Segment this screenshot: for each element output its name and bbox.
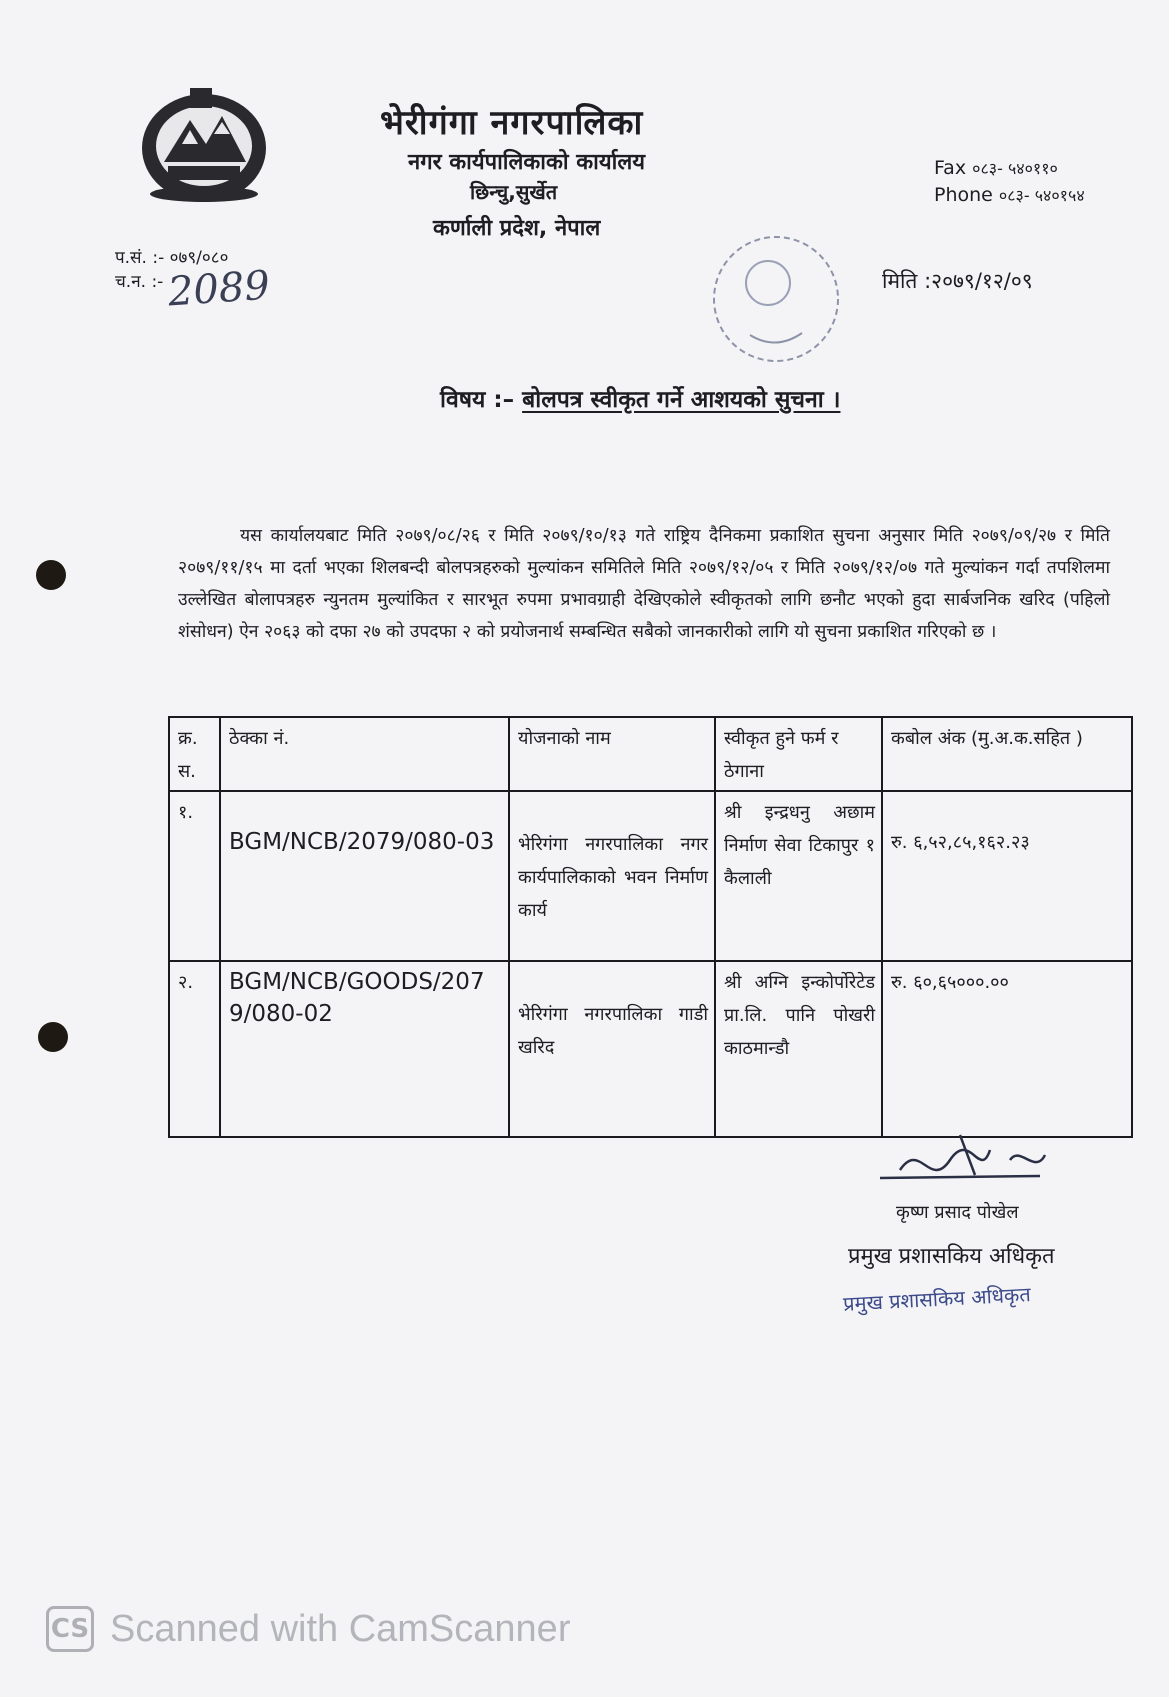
row-firm: श्री अग्नि इन्कोर्पोरेटेड प्रा.लि. पानि पोखरी काठमान्डौ bbox=[715, 961, 882, 1137]
letter-date: मिति :२०७९/१२/०९ bbox=[882, 269, 1033, 293]
subject-text: बोलपत्र स्वीकृत गर्ने आशयको सुचना । bbox=[522, 387, 841, 413]
ch-label: च.न. :- bbox=[115, 272, 164, 292]
camscanner-logo-icon: CS bbox=[46, 1606, 94, 1652]
header-contract-no: ठेक्का नं. bbox=[220, 717, 509, 791]
nepal-emblem-logo bbox=[130, 82, 278, 207]
row-scheme-name: भेरिगंगा नगरपालिका नगर कार्यपालिकाको भवन निर्माण कार्य bbox=[509, 791, 715, 961]
phone-line bbox=[934, 182, 1085, 209]
camscanner-watermark bbox=[46, 1606, 570, 1652]
row-contract-no: BGM/NCB/GOODS/2079/080-02 bbox=[220, 961, 509, 1137]
punch-hole bbox=[36, 560, 66, 590]
row-amount: रु. ६,५२,८५,१६२.२३ bbox=[882, 791, 1132, 961]
signatory-name: कृष्ण प्रसाद पोखेल bbox=[896, 1202, 1019, 1223]
office-seal-stamp bbox=[690, 225, 850, 375]
handwritten-signature bbox=[860, 1130, 1060, 1200]
row-sn: १. bbox=[169, 791, 220, 961]
fax-line bbox=[934, 155, 1085, 182]
province-name: कर्णाली प्रदेश, नेपाल bbox=[433, 216, 601, 241]
header-firm: स्वीकृत हुने फर्म र ठेगाना bbox=[715, 717, 882, 791]
row-firm: श्री इन्द्रधनु अछाम निर्माण सेवा टिकापुर १ कैलाली bbox=[715, 791, 882, 961]
org-name: भेरीगंगा नगरपालिका bbox=[380, 103, 644, 143]
fax-label: Fax bbox=[934, 157, 967, 179]
accepted-bids-table bbox=[168, 716, 1133, 1138]
header-sn: क्र. स. bbox=[169, 717, 220, 791]
row-sn: २. bbox=[169, 961, 220, 1137]
signatory-designation: प्रमुख प्रशासकिय अधिकृत bbox=[848, 1244, 1055, 1269]
row-scheme-name: भेरिगंगा नगरपालिका गाडी खरिद bbox=[509, 961, 715, 1137]
ps-label: प.सं. :- bbox=[115, 248, 165, 268]
ps-value: ०७९/०८० bbox=[169, 248, 229, 268]
phone-label: Phone bbox=[934, 184, 993, 206]
notice-body-paragraph: यस कार्यालयबाट मिति २०७९/०८/२६ र मिति २०७९/१०/१३ गते राष्ट्रिय दैनिकमा प्रकाशित सुचना अनुसार मिति २०७९/०९/२७ र मिति २०७९/११/१५ मा दर्ता भएका शिलबन्दी बोलपत्रहरुको मुल्यांकन समितिले मिति २०७९/१२/०५ र मिति २०७९/१२/०७ गते मुल्यांकन गर्दा तपशिलमा उल्लेखित बोलापत्रहरु न्युनतम मुल्यांकित र सारभूत रुपमा प्रभावग्राही देखिएकोले स्वीकृतको लागि छनौट भएको हुदा सार्बजनिक खरिद (पहिलो शंसोधन) ऐन २०६३ को दफा २७ को उपदफा २ को प्रयोजनार्थ सम्बन्धित सबैको जानकारीको लागि यो सुचना प्रकाशित गरिएको छ । bbox=[178, 526, 1110, 642]
table-row bbox=[169, 791, 1132, 961]
office-address: छिन्चु,सुर्खेत bbox=[470, 180, 558, 204]
office-name: नगर कार्यपालिकाको कार्यालय bbox=[408, 150, 645, 175]
row-amount: रु. ६०,६५०००.०० bbox=[882, 961, 1132, 1137]
ch-value-handwritten: 2089 bbox=[166, 262, 272, 316]
subject-line bbox=[440, 382, 840, 414]
row-contract-no: BGM/NCB/2079/080-03 bbox=[220, 791, 509, 961]
fax-number: ०८३- ५४०११० bbox=[972, 159, 1058, 178]
punch-hole bbox=[38, 1022, 68, 1052]
table-row bbox=[169, 961, 1132, 1137]
camscanner-text: Scanned with CamScanner bbox=[110, 1607, 571, 1650]
contact-block bbox=[934, 155, 1085, 209]
subject-label: विषय :– bbox=[440, 387, 515, 413]
phone-number: ०८३- ५४०१५४ bbox=[998, 186, 1085, 205]
designation-stamp: प्रमुख प्रशासकिय अधिकृत bbox=[842, 1282, 1032, 1316]
header-scheme-name: योजनाको नाम bbox=[509, 717, 715, 791]
table-header-row bbox=[169, 717, 1132, 791]
header-amount: कबोल अंक (मु.अ.क.सहित ) bbox=[882, 717, 1132, 791]
